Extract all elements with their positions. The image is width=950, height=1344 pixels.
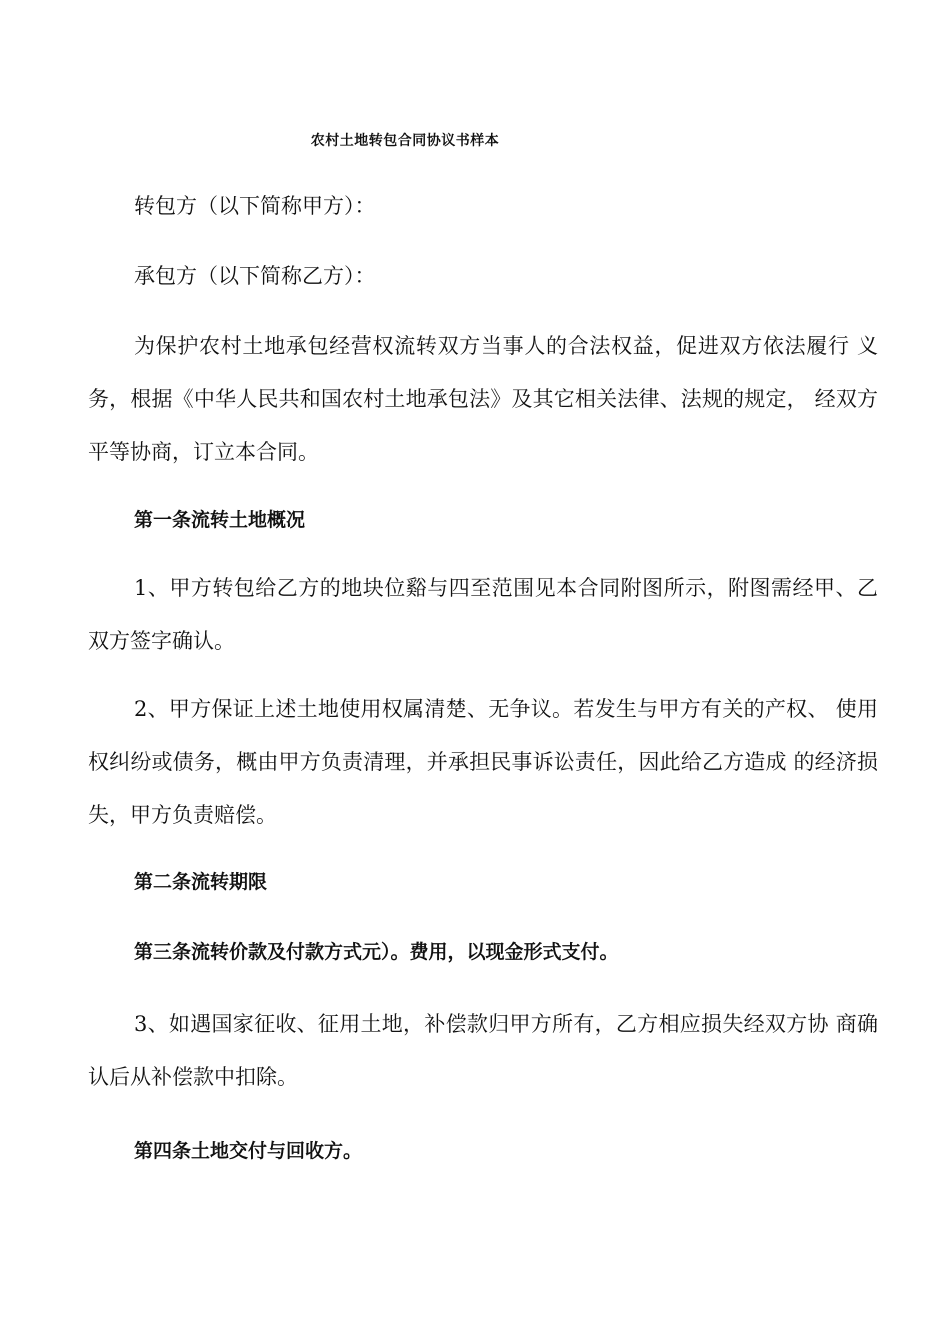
article-3-item-3: 3、如遇国家征收、征用土地，补偿款归甲方所有，乙方相应损失经双方协 商确认后从补偿款中扣除。 xyxy=(88,1012,878,1089)
article-1-item-2: 2、甲方保证上述土地使用权属清楚、无争议。若发生与甲方有关的产权、 使用权纠纷或债务，概由甲方负责清理，并承担民事诉讼责任，因此给乙方造成 的经济损失，甲方负责赔偿。 xyxy=(88,697,878,827)
preamble-paragraph: 为保护农村土地承包经营权流转双方当事人的合法权益，促进双方依法履行 义务，根据《中华人民共和国农村土地承包法》及其它相关法律、法规的规定， 经双方平等协商，订立本合同。 xyxy=(88,334,878,464)
document-title: 农村土地转包合同协议书样本 xyxy=(310,133,500,149)
party-b-line: 承包方（以下简称乙方）： xyxy=(134,264,376,288)
article-2-heading: 第二条流转期限 xyxy=(134,871,268,893)
article-1-item-1: 1、甲方转包给乙方的地块位谿与四至范围见本合同附图所示，附图需经甲、乙双方签字确认。 xyxy=(88,576,878,653)
article-4-heading: 第四条土地交付与回收方。 xyxy=(134,1140,363,1162)
article-3-heading: 第三条流转价款及付款方式元）。费用，以现金形式支付。 xyxy=(134,941,619,963)
party-a-line: 转包方（以下简称甲方）： xyxy=(134,194,376,218)
article-1-heading: 第一条流转土地概况 xyxy=(134,509,306,531)
